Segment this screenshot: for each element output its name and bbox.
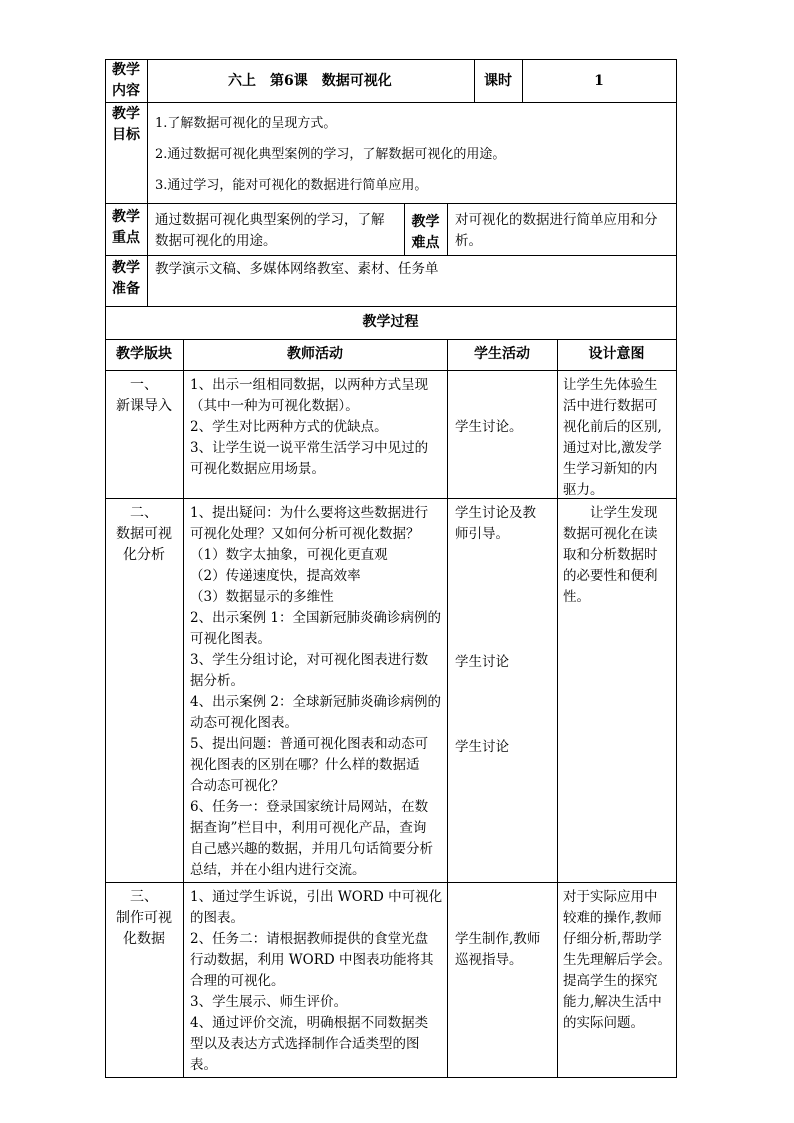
prep-value: 教学演示文稿、多媒体网络教室、素材、任务单 — [155, 261, 439, 277]
design-intent-cell: 让学生发现 数据可视化在读 取和分析数据时 的必要性和便利 性。 — [563, 505, 658, 605]
key-value: 通过数据可视化典型案例的学习，了解 数据可视化的用途。 — [155, 212, 385, 249]
design-intent-cell: 让学生先体验生 活中进行数据可 视化前后的区别, 通过对比,激发学 生学习新知的内 驱力。 — [563, 377, 662, 498]
process-title: 教学过程 — [362, 314, 419, 330]
key-label: 教学 重点 — [112, 209, 140, 246]
content-value: 六上 第6课 数据可视化 — [228, 73, 392, 89]
teacher-activity-cell: 1、通过学生诉说，引出 WORD 中可视化 的图表。 2、任务二：请根据教师提供的食堂光盘 行动数据，利用 WORD 中图表功能将其 合理的可视化。 3、学生展示、师生评价。 4、通过评价交流，明确根据不同数据类 型以及表达方式选择制作合适类型的图 表。 — [190, 889, 443, 1073]
section-cell: 二、 数据可视 化分析 — [116, 505, 172, 563]
section-cell: 一、 新课导入 — [116, 377, 172, 414]
goal-item: 1.了解数据可视化的呈现方式。 — [155, 116, 337, 131]
goal-item: 2.通过数据可视化典型案例的学习，了解数据可视化的用途。 — [155, 147, 506, 162]
student-activity-cell: 学生讨论。 — [455, 419, 523, 435]
teacher-activity-cell: 1、提出疑问：为什么要将这些数据进行 可视化处理？又如何分析可视化数据？ （1）数字太抽象，可视化更直观 （2）传递速度快，提高效率 （3）数据显示的多维性 2、出示案例 1：全国新冠肺炎确诊病例的 可视化图表。 3、学生分组讨论，对可视化图表进行数 据分析。 4、出示案例 2：全球新冠肺炎确诊病例的 动态可视化图表。 5、提出问题：普通可视化图表和动态可 视化图表的区别在哪？什么样的数据适 合动态可视化？ 6、任务一：登录国家统计局网站，在数 据查询”栏目中，利用可视化产品，查询 自己感兴趣的数据，并用几句话简要分析 总结，并在小组内进行交流。 — [190, 505, 441, 878]
header-design: 设计意图 — [588, 346, 645, 362]
period-value: 1 — [594, 73, 604, 89]
difficulty-value: 对可视化的数据进行简单应用和分 析。 — [455, 212, 658, 249]
prep-label: 教学 准备 — [112, 260, 140, 297]
difficulty-label: 教学 难点 — [411, 214, 440, 251]
teacher-activity-cell: 1、出示一组相同数据，以两种方式呈现 （其中一种为可视化数据）。 2、学生对比两种方式的优缺点。 3、让学生说一说平常生活学习中见过的 可视化数据应用场景。 — [190, 377, 429, 477]
student-activity-cell: 学生讨论 — [455, 654, 509, 670]
header-section: 教学版块 — [116, 346, 172, 362]
goals-label: 教学 目标 — [112, 106, 140, 143]
student-activity-cell: 学生制作,教师 巡视指导。 — [455, 931, 541, 968]
header-teacher: 教师活动 — [287, 346, 343, 362]
header-student: 学生活动 — [474, 346, 530, 362]
design-intent-cell: 对于实际应用中 较难的操作,教师 仔细分析,帮助学 生先理解后学会。 提高学生的探究 能力,解决生活中 的实际问题。 — [563, 889, 671, 1031]
period-label: 课时 — [484, 73, 512, 89]
student-activity-cell: 学生讨论 — [455, 739, 509, 755]
goal-item: 3.通过学习，能对可视化的数据进行简单应用。 — [155, 178, 428, 193]
section-cell: 三、 制作可视 化数据 — [116, 889, 172, 947]
student-activity-cell: 学生讨论及教 师引导。 — [455, 505, 536, 542]
content-label: 教学 内容 — [112, 62, 140, 99]
